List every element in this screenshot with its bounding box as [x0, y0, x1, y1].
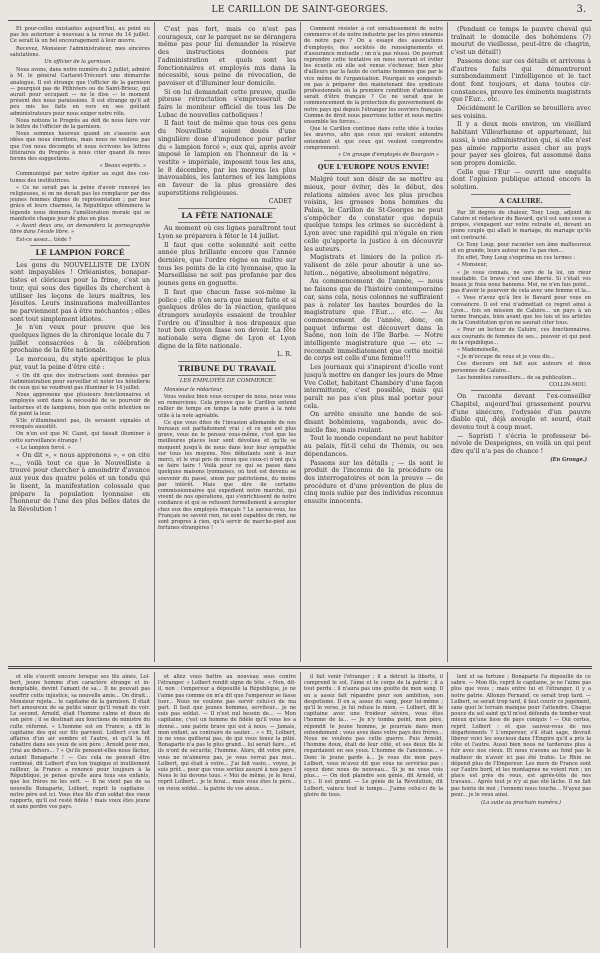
- paragraph: Nous apprenons que plusieurs fonctionnaires et employés sont dans la nécessité de se pourvoir de lanternes et de lampions, bien que cette intention ne fût point la leur.: [10, 392, 150, 417]
- paragraph: Recevez, Monsieur l'administrateur, mes sincères salutations.: [10, 45, 150, 58]
- newspaper-title: LE CARILLON DE SAINT-GEORGES.: [211, 5, 389, 15]
- paragraph: et allez vous battre au nouveau sous contre l'étranger. » Lolbert rendit signe de tête. « Non, dit-il, non : l'empereur a dépouillé la République, je ne l'aime pas comme on m'a dit que l'empereur se fasse tuer... Nous ne voulons pas servir celui-ci de ma part. Il faut que jeunes hommes, serviteur... je ne suis pas soldat. — Il n'est nul besoin de... — Mon capitaine, c'est un homme de fidèle qu'il vous les a donné... une patrie brave qui est à nous. — Jamais, mon enfant, au contraire de sauter... » « Et, Lolbert, je ne vous quitterai pas, de qui vous tenez la pitié. Bonaparte n'a pas le plus grand... lui serait faire... et ils n'ont de sécurité, l'homme. Alors, dit votre père, vous ne m'aimerez pas, je vous verrai pas moi... Lolbert, qui était à votre... J'ai fait vaste... voyez, je suis prêt... pour que vous sortiez assuré à nos pays ! Nous le lui devons tous. « Moi de même, je le ferai, reprit Lolbert... je le ferai... mais vous êtes le père... un vieux soldat... la patrie de vos aïeux...: [158, 674, 296, 792]
- paragraph: « Pour un lecteur de Caluire, ces fonctionnaires, aux courants de femmes de ses... pouvoir et qui peut de la république...: [451, 327, 591, 346]
- paragraph: Ces discours ont fait aux auteurs et deux personnes de Caluire...: [451, 361, 591, 374]
- paragraph: Ce que vous dites de l'invasion allemande de nos bureaux est parfaitement vrai ; et ce qui est plus grave, vous ne le pensez vous-même, c'est que les meilleures places leur sont dévolues et qu'ils se moquent jusqu'à de nous dans leur leur sympathie sur tous les moyens. Nos débutants sont à leur merci, et le vrai pris de creux que ceux-ci n'ont qu'à se faire taire ! Voilà pour ce qui se passe dans quelques maisons lyonnaises, où tout est devenu se souvenir du passé, sinon par patriotisme, du moins par intérêt. Mais que dire de certains commissionnaires qui expédient notre marché, qui vivent de nos opérations, qui s'enrichissent de notre confiance et qui se refusent formellement à accepter chez eux des employés français ? Le saviez-vous, les Français ne savent rien, ne sont capables de rien, ne sont propres à rien, qu'à servir de marche-pied aux fortunes étrangères !: [158, 419, 296, 532]
- signature: Un officier de la garnison.: [44, 59, 112, 66]
- paragraph: Et pour-celles existantes aujourd'hui, au point où pas les autoriser à nouveau à la revue du 14 juillet. Ce serait là un bel encouragement à leur œuvre.: [10, 26, 150, 45]
- signature: L. R.: [277, 351, 292, 359]
- paragraph: Que le Carillon continue dans cette idée à toutes les œuvres, afin que ceux qui veulent entendre entendent et que ceux qui veulent comprendre comprennent.: [304, 126, 443, 151]
- paragraph: Vous voulez bien vous occuper de nous, nous vous en remercions. Cela prouve que le Carillon entend rallier de temps en temps la note grave à la note utile à la note agréable.: [158, 394, 296, 419]
- continuation-note: (La suite au prochain numéro.): [480, 800, 562, 807]
- feuilleton-column-1: [10, 674, 150, 948]
- paragraph: Tout le monde cependant ne peut habiter au palais, fût-il celui de Thémis, ou ses dépendances.: [304, 435, 443, 458]
- paragraph: Passons donc sur ces détails et arrivons à d'autres faits qui démontreront surabondamment l'intelligence et le tact dont font toujours, et dans toutes circonstances, preuve les éminents magistrats que l'Eur... etc.: [451, 57, 591, 104]
- paragraph: « Avant deux ans, on demandera la pornographie libre dans l'école libre. »: [10, 223, 150, 236]
- paragraph: C'est pas fort, mais ce n'est pas courageux, car le parquet ne se dérangera même pas pour lui demander la réserve des instructions données par l'administration et quels sont les fonctionnaires et employés mis dans la nécessité, sous peine de révocation, de pavoiser et d'illuminer leur domicile.: [158, 26, 296, 87]
- header-rule: [8, 20, 592, 21]
- section-heading-lampion: LE LAMPION FORCÉ: [35, 247, 125, 257]
- paragraph: Magistrats et limiers de la police rivalisent de zèle pour aboutir à une solution... négative, absolument négative.: [304, 254, 443, 277]
- paragraph: Décidément le Carillon se brouillera avec ses voisins.: [451, 105, 591, 120]
- page-number: 3.: [576, 4, 586, 15]
- paragraph: S'ils n'illuminaient pas, ils seraient signalés et révoqués aussitôt.: [10, 417, 150, 431]
- paragraph: (Pendant ce temps le pauvre cheval qui traînait le domicile des bohémiens (?) mourut de vieillesse, peut-être de chagrin, c'est un détail!): [451, 26, 591, 57]
- paragraph: Le morceau, du style apéritique le plus pur, vaut la peine d'être cité :: [10, 356, 150, 371]
- section-heading-tribune: TRIBUNE DU TRAVAIL: [178, 364, 276, 374]
- divider: [178, 375, 276, 376]
- paragraph: Au moment où ces lignes paraîtront tout Lyon se préparera à fêter le 14 juillet.: [158, 225, 296, 240]
- signature: COLLIN-MOU.: [549, 382, 587, 389]
- paragraph: Communiqué par notre épitier au sujet des coutumes des institutrices.: [10, 171, 150, 184]
- signature: CADET: [268, 198, 292, 206]
- paragraph: lent et sa fortune ; Bonaparte l'a dépouillé de ce sabre. — Mon fils, reprit le capitaine, je ne l'aime pas plus que vous ; mais entre lui et l'étranger, il y a notre patrie. Allonzo Fernand, ce serait trop tard. — Lolbert, se serait trop tard, il faut courir ce jugement, sans quoi le terrain manque pour l'attendre. Chaque pouce du sol saint qu'il m'est défendu de tomber veut mieux qu'une lisse de pays conquis ! — Oui certes, reprit Lolbert : et que sauvez-vous de nos départements ? L'empereur, s'il était sage, devrait libérer voici les soucieux dans l'Empire qu'il a pris la côte et l'autre. Aussi bien nous ne tarderons plus à fuir avec nos cieux. Et nous n'avons au fond pas le malheur de n'avoir ici pas été trahis. Le Rhin ne dépend plus de l'Empereur. Les mers de France sont sur l'autre bord, et les montagnes ne voient rien ; un place est près de vous, est après-tête de nos travaux... Après tout je n'y ai pas été lâche. Il ne fait pas honte de moi ; l'ennemi nous touche... N'ayez pas peur... je le veux ainsi.: [451, 674, 591, 798]
- divider: [471, 390, 571, 391]
- column-divider: [154, 672, 155, 948]
- paragraph: Par 36 degrés de chaleur, Tony Loup, adjoint de Caluire et rédacteur du Bavard, qu'il est sans cesse à propos, s'engagent sur votre retraite et, devant un jeune couple qui allait le mariage, du mariage qu'ils ont contracté.: [451, 209, 591, 241]
- column-divider: [447, 22, 448, 662]
- feuilleton-column-4: [451, 674, 591, 948]
- paragraph: On n'en est que M. Cazet, qui faisait illuminer à cette surveillance étrange !: [10, 431, 150, 444]
- column-divider: [154, 22, 155, 662]
- paragraph: Comment résister à cet envahissement de notre commerce et de notre industrie par les pires ennemis de notre pays ? On a essayé des associations d'employés, des sociétés de renseignements et d'assurance mutuelle ; on n'a pas réussi. On pourrait reprendre cette tentative en nous ouvrant et éviter les écueils où elle est venue s'échouer, bien plus d'ailleurs par la faute de certains hommes que par le vice même de l'organisation. Pourquoi ne songerait-on pas à préparer des mainstenant des syndicats professionnels où la première condition d'admission serait d'être français ? Ce ne serait que le commencement de la protection du gouvernement de notre pays qui depuis l'étranger les ouvriers français. Comme de droit nous pourrions lutter et nous mettre ensemble les forces...: [304, 26, 443, 126]
- signature: (En Grange.): [550, 456, 587, 463]
- subheading: LES EMPLOYÉS DE COMMERCE.: [179, 378, 275, 385]
- paragraph: Il faut tout de même que tous ces gens du Nouvelliste soient doués d'une singulière dose d'impudence pour parler du « lampion forcé », eux qui, après avoir imposé le lampion en l'honneur de la « vestite » impériale, imposent tous les ans, le 8 décembre, par les moyens les plus inavouables, les lanternes et les lampions en faveur de la plus grossière des superstitions religieuses.: [158, 120, 296, 197]
- paragraph: « Le lampion forcé. »: [16, 444, 71, 451]
- paragraph: « On dit que des instructions sont données par l'administration pour surveiller et noter les hôtellerie de ceux qui ne voudront pas illuminer le 14 juillet.: [10, 372, 150, 391]
- section-heading-fete: LA FÊTE NATIONALE: [181, 211, 273, 221]
- paragraph: Est-ce assez... tiède ?: [16, 236, 72, 243]
- divider: [471, 194, 571, 195]
- divider: [30, 245, 130, 246]
- feuilleton-rule: [8, 666, 592, 667]
- paragraph: Si on lui demandait cette preuve, quelle piteuse rétractation s'empresserait de faire le moniteur officiel de tous les De Lubac de nouvelles catholiques !: [158, 88, 296, 119]
- paragraph: « Vous n'avez qu'à lire le Bavard pour vous en convaincre. Il est vrai n'admettait ce regret ainsi à Lyon... fois en mission de Caluire... un pays à un terme français, bien avant que les lois et les articles de la Constitution qu'on ne saurait citer tous.: [451, 295, 591, 327]
- paragraph: Au commencement de l'année, — nous ne faisons que de l'histoire contemporaine car, sans cela, nous colonnes ne suffiraient pas à relater les hautes bourdes de la magistrature que l'Eur.... etc. — Au commencement de l'année, donc, on paquet informe est découvert dans la Saône, non loin de l'île Barbe. — Notre intelligente magistrature que — etc — reconnaît immédiatement que cette moitié de corps est celle d'une femme!!!: [304, 278, 443, 363]
- column-2: [158, 26, 296, 662]
- paragraph: En effet, Tony Loup s'exprima en ces termes :: [457, 255, 576, 262]
- paragraph: Ce Tony Loup, pour raconter son âme malheureux et en grande, leurs auteur me l'a pas rien...: [451, 241, 591, 254]
- paragraph: « Mademoiselle,: [457, 347, 500, 354]
- paragraph: Je n'en veux pour preuve que les quelques lignes de la chronique locale du 7 juillet consacrées à la célébration prochaine de la fête nationale.: [10, 324, 150, 355]
- column-divider: [447, 672, 448, 948]
- paragraph: « Je m'occupe de vous et je vous dis...: [457, 354, 555, 361]
- paragraph: — Sapristi ! s'écria le professeur bénévole de Despeignes, en voilà un qui peut dire qu'il n'a pas de chance !: [451, 432, 591, 456]
- divider: [178, 361, 276, 362]
- paragraph: On arrête ensuite une bande de soi-disant bohémiens, vagabonds, avec domicile fixe, mais roulant.: [304, 411, 443, 434]
- column-divider: [300, 22, 301, 662]
- paragraph: On raconte devant l'ex-conseiller Chapitel, aujourd'hui grassement pourvu d'une sinécure, l'odyssée d'un pauvre diable qui, déjà aveugle et sourd, était devenu tout à coup muet.: [451, 393, 591, 432]
- column-3: [304, 26, 443, 662]
- section-heading-caluire: A CALUIRE.: [499, 196, 543, 205]
- divider: [471, 207, 571, 208]
- divider: [324, 160, 423, 161]
- paragraph: « On dit », « nous apprenons », « on cite »..., voilà tout ce que le Nouvelliste a trouvé pour chercher à amoindrir d'avance aux yeux des quatre pelés et un tondu qui le lisent, la manifestation colossale que prépare la population lyonnaise en l'honneur de l'une des plus belles dates de la Révolution !: [10, 451, 150, 513]
- feuilleton-column-2: [158, 674, 296, 948]
- page-header: [0, 0, 600, 20]
- divider: [30, 259, 130, 260]
- paragraph: Nous avons, dans notre numéro du 2 juillet, admiré à M. le général Cartaret-Trécourt une démarche analogue. Il est étrange que l'officier de la garnison — pourquoi pas de Pithiviers ou de Saint-Brieuc, qui aurait pour occupant — ne le dise — le moment présent des nous paraissions. Il est étrange qu'il ait peu mis les faits en vers en ses goûtant administrateurs pour nous exiger notre rôle.: [10, 67, 150, 117]
- paragraph: Passons sur les détails ; — ils sont le produit de l'inconnu de la procédure ou des interrogatoires et non la preuve — de procédure et d'une prévention de plus de cinq mois subie par des individus reconnus ensuite innocents.: [304, 459, 443, 506]
- divider: [178, 208, 276, 209]
- paragraph: et elle s'ouvrit encore lorsque ses fils aînés, Lolbert, jeune homme d'un caractère étrange et indomptable, devint l'amant de sa... Il ne pouvait pas souffrir cette injustice, sa nouvelle amie... On dirait... Monsieur rejeta... le capitaine de la garnison. Il était fort amoureux de sa petite sœur qu'il venait de voir. Le second, Arnold, était l'homme calme et doux de son père ; il se destinait aux fonctions de ministre du culte réformé. « L'homme est en France, a dit le capitaine des qui sur fils parvient. Lolbert s'en fait affaires d'un air sombre et l'autre, et qu'il la fit rabattre dans ses yeux de son père : Arnold pour moi, j'irai au dehors... ? « Qu'ils pensent-elles nous fâcher, autant Bonaparte ! — Ces cela ne pouvait être continué, dit Lolbert d'un ton tragique et inutilement railleur, la France a renoncé pour toujours à la République, je pense qu'elle aura tous ses enfants, que les frères ne les sert. — Il ne vient pas de sa nouvelle Bonaparte, Lolbert, reprit le capitaine : notre père est ici. Vous êtes fils d'un soldat des vieux rapports, qu'il est resté fidèle ! mais voux êtes jeune et sans perdre vos pays.: [10, 674, 150, 811]
- paragraph: Il faut que chacun fasse soi-même la police ; elle n'en sera que mieux faite et si quelques drôles de la réaction, quelques étrangers soudoyés essaient de troubler l'ordre ou d'insulter à nos drapeaux que tout bon citoyen fasse son devoir. La fête nationale sera digne de Lyon et Lyon digne de la fête nationale.: [158, 288, 296, 350]
- column-1: [10, 26, 150, 662]
- paragraph: Il faut que cette solennité soit cette année plus brillante encore que l'année dernière, que l'ordre règne en maître sur tous les points de la cité lyonnaise, que la Marseillaise ne soit pas profanée par des jeunes gens en goguette.: [158, 241, 296, 288]
- column-4: [451, 26, 591, 662]
- paragraph: Les gens du NOUVELLISTE DE LYON sont impayables ! Orléanistes, bonapartistes et cléricaux pour la frime, c'est un tour, qui sous des tigelles ils cherchent à utiliser les leçons de leurs maîtres, les Jésuites. Leurs insinuations malveillantes ne parviennent pas à être méchantes ; elles sont tout simplement idiotes.: [10, 261, 150, 323]
- section-heading-europe: QUE L'EUROPE NOUS ENVIE!: [317, 163, 430, 172]
- paragraph: Celle que l'Eur — ouvrit une enquête dont l'opinion publique attend encore la solution.: [451, 168, 591, 192]
- paragraph: « Je vous connais, ne sors de la loi, un rieur insatiable. Ce brave c'est une liberté. Si c'était vos beaux je frais nous bannons. Moi, ne n'en fais point... pas d'avoir le pourvoir de cela avec une femme et la...: [451, 269, 591, 295]
- divider: [178, 222, 276, 223]
- paragraph: Nous notions le Progrès au défi de nous faire voir le lettre de l'officier de la garnison.: [10, 117, 150, 131]
- paragraph: Malgré tout son désir de se mettre au mieux, pour éviter, dès le début, des relations aimées avec les plus proches voisins, les grosses bons hommes du Palais, le Carillon de St-Georges ne peut s'empêcher de constater que depuis quelque temps les crimes se succèdent à Lyon avec une rapidité qui n'égale en rien celle qu'apporte la justice à en découvrir les auteurs.: [304, 176, 443, 253]
- divider: [324, 173, 423, 174]
- column-divider: [300, 672, 301, 948]
- signature: « Beaux esprits. »: [99, 163, 146, 170]
- paragraph: « Monsieur,: [457, 262, 488, 269]
- paragraph: Les honnêtes conseillers... de sa publication...: [457, 374, 577, 381]
- feuilleton-rule: [8, 668, 592, 669]
- paragraph: Il y a deux mois environ, un vieillard habitant Villeurbanne et appartenant, lui aussi, à une administration qui, si elle n'est pas aimée rapporte assez cher au pays pour payer ses gloires, fut assommé dans son propre domicile.: [451, 121, 591, 167]
- paragraph: Nous sommes heureux quand on s'associe aux idées que nous émettons, mais nous ne voulons pas que l'on nous décompte et nous écrivons les lettres littéraires du Progrès à nous citer quand ils nous ferons des suggestions.: [10, 131, 150, 163]
- feuilleton-column-3: [304, 674, 443, 948]
- signature: « Un groupe d'employés de Bourgoin »: [338, 152, 439, 159]
- paragraph: il fait venir l'étranger ; il a détruit la liberté, il comprend le sol, l'âme et le corps de la patrie ; il a tout perdu : il n'aura pas une goutte de mon sang. Il en a assez fait répandre pour son ambition, son despotisme. Il en a, assez du sang, pour lui-même ; qu'il le verse, je lui refuse le mien. — Lolbert, dit le capitaine avec une froideur sévère, vous êtes l'homme de la... — Je n'y tomba point, mon père, répondit le jeune homme, je pourrais dans mon entendement ; vous avez dans votre pays des frères... Nous ne voulons pas cette guerre. Puis Arnold, l'homme doux, était de leur côté, et ses deux fils le regardaient en ses yeux. L'homme de l'ancienne... « Donc le jeune garde à... Je vous dis mon pays. Lolbert, vous m'avez dit que vous ne serviriez pas ; soyez donc nous de nouveau... Si je ne vous vois plus... — On doit plaindre son génie, dit Arnold, et n'y... Il est grand. — Le génie de la Révolution, dit Lolbert, vaincu tout le temps... J'aime celui-ci de la gloire de tous.: [304, 674, 443, 798]
- paragraph: « Ce ne serait pas la peine d'avoir renvoyé les religieuses, si on ne devait pas les remplacer par des jeunes femmes dignes de représentation ; par leur grâce et leurs charmes, la République efféminera la légende nous donnera l'amélioration morale qui se manifeste chaque jour de plus en plus.: [10, 184, 150, 222]
- paragraph: Les journaux qui s'inspirent d'icelle vont jusqu'à mettre en danger les jours de Mme Vve Collet, habitant Chambéry d'une façon intermittente, c'est possible, mais qui paraît ne pas s'en plus mal porter pour cela.: [304, 364, 443, 410]
- paragraph: Monsieur le rédacteur,: [164, 386, 223, 393]
